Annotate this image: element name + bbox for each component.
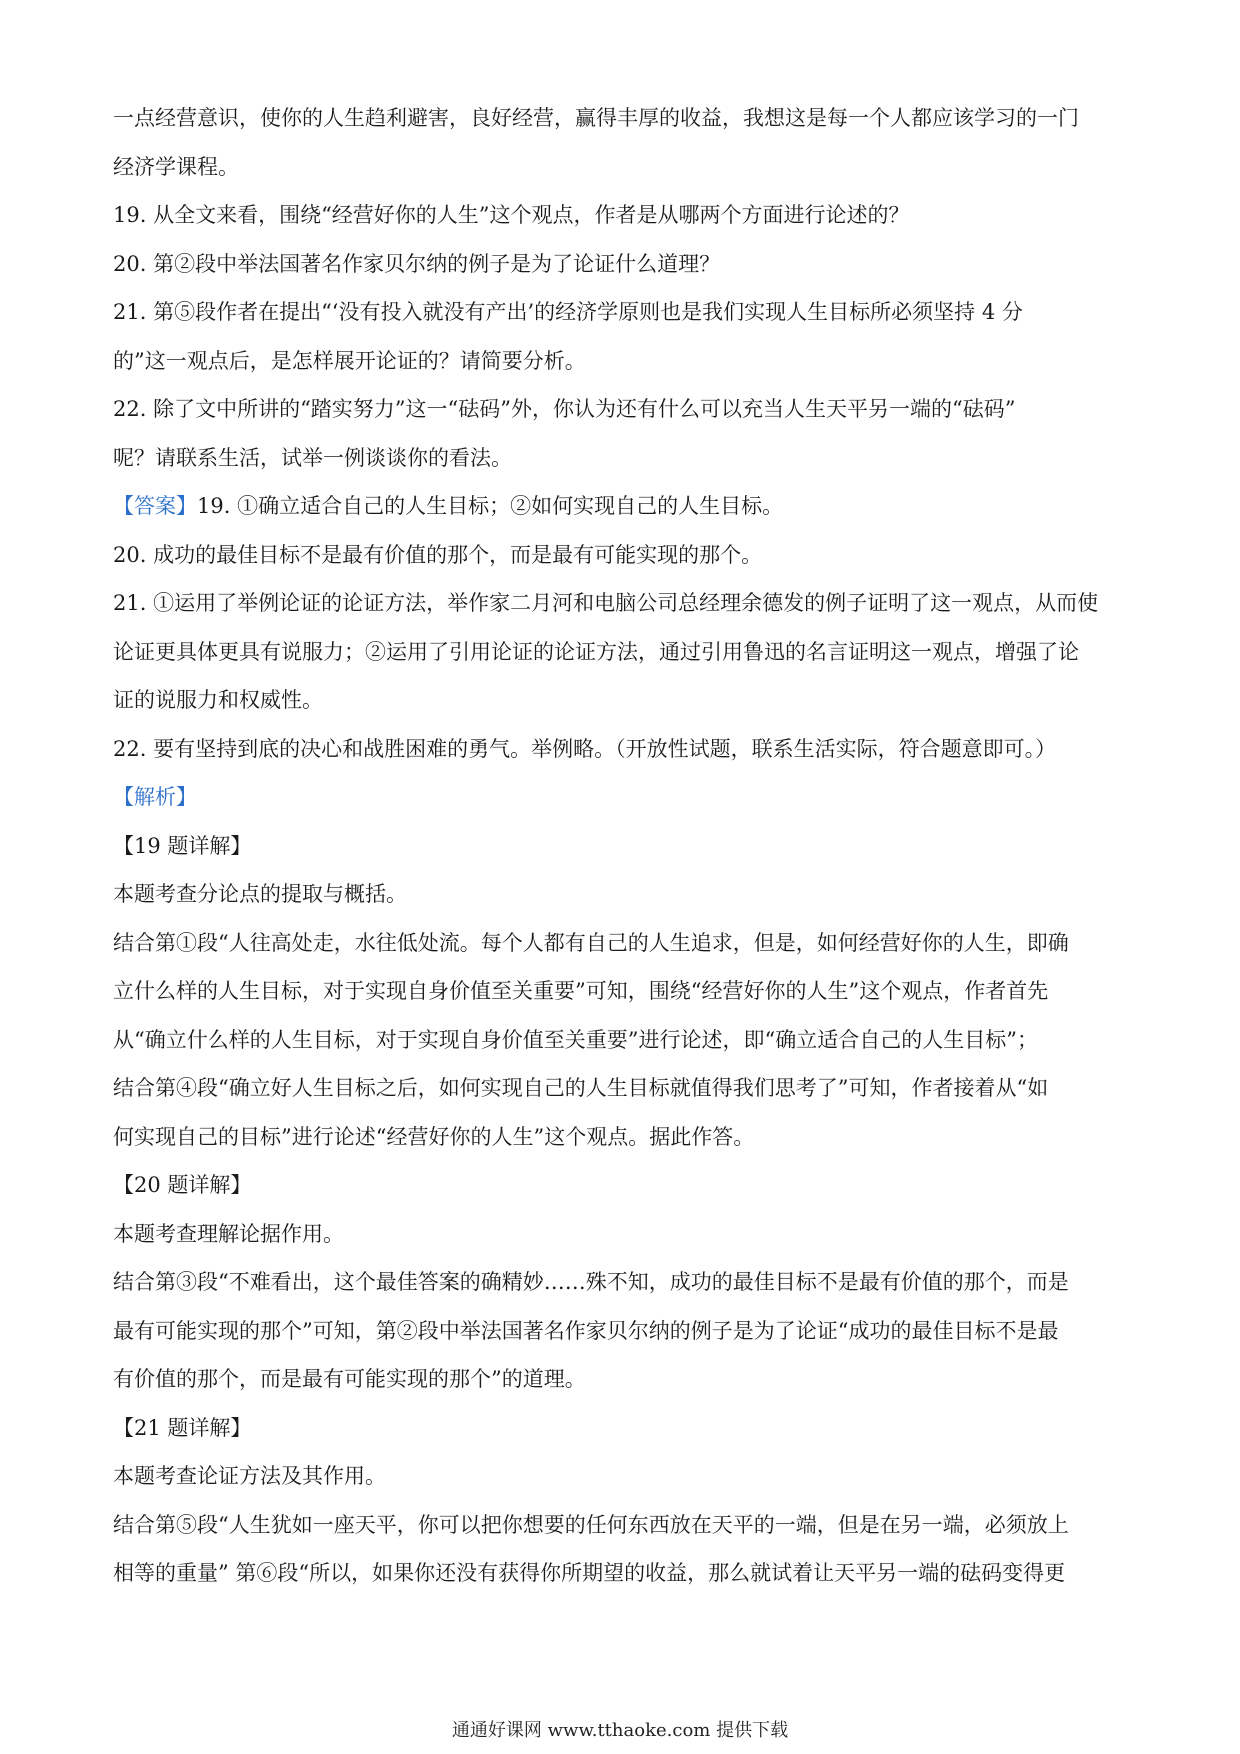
analysis-20-intro: 本题考查理解论据作用。 [113, 1221, 344, 1246]
analysis-21-heading: 【21 题详解】 [113, 1415, 252, 1440]
analysis-20-text: 有价值的那个，而是最有可能实现的那个”的道理。 [113, 1367, 586, 1391]
text-line: 一点经营意识，使你的人生趋利避害，良好经营，赢得丰厚的收益，我想这是每一个人都应该学习的一门 [113, 106, 1079, 130]
answer-20: 20. 成功的最佳目标不是最有价值的那个，而是最有可能实现的那个。 [113, 542, 763, 567]
analysis-20-text: 结合第③段“不难看出，这个最佳答案的确精妙……殊不知，成功的最佳目标不是最有价值的那个，而是 [113, 1270, 1069, 1294]
analysis-tag: 【解析】 [113, 785, 197, 809]
question-21: 21. 第⑤段作者在提出“‘没有投入就没有产出’的经济学原则也是我们实现人生目标所必须坚持 4 分 [113, 300, 1023, 324]
analysis-20-heading: 【20 题详解】 [113, 1173, 252, 1197]
answer-21-cont: 证的说服力和权威性。 [113, 688, 323, 712]
analysis-20-text: 最有可能实现的那个”可知，第②段中举法国著名作家贝尔纳的例子是为了论证“成功的最佳目标不是最 [113, 1318, 1059, 1343]
analysis-19-intro: 本题考查分论点的提取与概括。 [113, 882, 407, 906]
question-21-cont: 的”这一观点后，是怎样展开论证的？请简要分析。 [113, 348, 586, 373]
analysis-19-text: 何实现自己的目标”进行论述“经营好你的人生”这个观点。据此作答。 [113, 1124, 755, 1149]
analysis-19-text: 从“确立什么样的人生目标，对于实现自身价值至关重要”进行论述，即“确立适合自己的人生目标”； [113, 1027, 1038, 1052]
analysis-21-intro: 本题考查论证方法及其作用。 [113, 1464, 386, 1488]
answer-22: 22. 要有坚持到底的决心和战胜困难的勇气。举例略。（开放性试题，联系生活实际，符合题意即可。） [113, 736, 1057, 761]
page-footer: 通通好课网 www.tthaoke.com 提供下载 [451, 1720, 789, 1741]
text-line: 经济学课程。 [113, 154, 239, 179]
analysis-21-text: 结合第⑤段“人生犹如一座天平，你可以把你想要的任何东西放在天平的一端，但是在另一端，必须放上 [113, 1512, 1069, 1537]
analysis-19-text: 立什么样的人生目标，对于实现自身价值至关重要”可知，围绕“经营好你的人生”这个观点，作者首先 [113, 979, 1049, 1003]
question-19: 19. 从全文来看，围绕“经营好你的人生”这个观点，作者是从哪两个方面进行论述的？ [113, 203, 910, 227]
answer-19: 19. ①确立适合自己的人生目标；②如何实现自己的人生目标。 [197, 494, 784, 518]
analysis-21-text: 相等的重量” 第⑥段“所以，如果你还没有获得你所期望的收益，那么就试着让天平另一端的砝码变得更 [113, 1561, 1066, 1585]
question-20: 20. 第②段中举法国著名作家贝尔纳的例子是为了论证什么道理？ [113, 251, 721, 276]
analysis-19-text: 结合第①段“人往高处走，水往低处流。每个人都有自己的人生追求，但是，如何经营好你的人生，即确 [113, 930, 1069, 955]
analysis-19-heading: 【19 题详解】 [113, 833, 252, 858]
question-22: 22. 除了文中所讲的“踏实努力”这一“砝码”外，你认为还有什么可以充当人生天平另一端的“砝码” [113, 397, 1016, 421]
answer-21-cont: 论证更具体更具有说服力；②运用了引用论证的论证方法，通过引用鲁迅的名言证明这一观点，增强了论 [113, 639, 1079, 664]
document-body [113, 94, 1138, 1598]
answer-tag: 【答案】 [113, 494, 197, 518]
analysis-19-text: 结合第④段“确立好人生目标之后，如何实现自己的人生目标就值得我们思考了”可知，作者接着从“如 [113, 1076, 1049, 1100]
answer-21: 21. ①运用了举例论证的论证方法，举作家二月河和电脑公司总经理余德发的例子证明了这一观点，从而使 [113, 591, 1099, 615]
question-22-cont: 呢？请联系生活，试举一例谈谈你的看法。 [113, 445, 512, 470]
answer-19-line [113, 482, 1138, 531]
